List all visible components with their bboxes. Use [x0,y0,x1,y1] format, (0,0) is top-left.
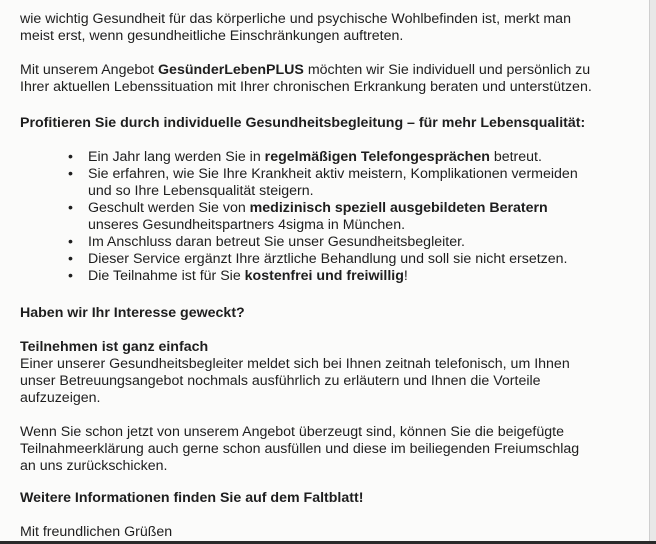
benefit-text: Sie erfahren, wie Sie Ihre Krankheit aktiv meistern, Komplikationen vermeiden und so Ihre Lebensqualität steigern. [88,166,578,199]
benefit-item [20,149,640,166]
benefits-list [20,149,640,285]
benefit-text-after: unseres Gesundheitspartners 4sigma in München. [88,217,406,233]
interest-heading: Haben wir Ihr Interesse geweckt? [20,305,245,321]
more-info-line: Weitere Informationen finden Sie auf dem Faltblatt! [20,490,364,506]
bullet-dot: • [68,268,73,284]
bullet-dot: • [68,166,73,182]
closing-line: Mit freundlichen Grüßen [20,524,173,540]
offer-text-before: Mit unserem Angebot [20,62,159,78]
scan-right-edge [649,0,656,544]
benefit-text: Im Anschluss daran betreut Sie unser Gesundheitsbegleiter. [88,234,465,250]
bullet-dot: • [68,149,73,165]
bullet-dot: • [68,234,73,250]
benefit-text-after: betreut. [489,149,542,165]
benefit-text-before: Geschult werden Sie von [88,200,250,216]
bullet-dot: • [68,251,73,267]
benefit-item [20,200,640,234]
offer-paragraph [20,62,640,96]
participate-paragraph: Einer unserer Gesundheitsbegleiter meldet sich bei Ihnen zeitnah telefonisch, um Ihnen unser Betreuungsangebot nochmals ausführlich zu erläutern und Ihnen die Vorteile aufzuzeigen. [20,356,570,406]
bullet-dot: • [68,200,73,216]
benefit-text-bold: regelmäßigen Telefongesprächen [264,149,490,165]
benefit-item [20,234,640,251]
benefit-text-after: ! [403,268,408,284]
benefit-text-bold: kostenfrei und freiwillig [244,268,404,284]
offer-text-after: möchten wir Sie individuell und persönlich zu Ihrer aktuellen Lebenssituation mit Ihrer chronischen Erkrankung beraten und unterstützen. [20,62,592,95]
benefit-text-before: Die Teilnahme ist für Sie [88,268,245,284]
benefit-text: Dieser Service ergänzt Ihre ärztliche Behandlung und soll sie nicht ersetzen. [88,251,568,267]
convinced-paragraph: Wenn Sie schon jetzt von unserem Angebot überzeugt sind, können Sie die beigefügte Teilnahmeerklärung auch gerne schon ausfüllen und diese im beiliegenden Freiumschlag an uns zurückschicken. [20,424,580,474]
participate-heading: Teilnehmen ist ganz einfach [20,339,209,355]
benefits-heading: Profitieren Sie durch individuelle Gesundheitsbegleitung – für mehr Lebensqualität: [20,115,586,131]
intro-paragraph: wie wichtig Gesundheit für das körperliche und psychische Wohlbefinden ist, merkt man meist erst, wenn gesundheitliche Einschränkungen auftreten. [20,11,571,44]
offer-program-name: GesünderLebenPLUS [158,62,304,78]
benefit-text-bold: medizinisch speziell ausgebildeten Beratern [249,200,548,216]
benefit-item [20,251,640,268]
benefit-item [20,166,640,200]
benefit-item [20,268,640,285]
benefit-text-before: Ein Jahr lang werden Sie in [88,149,265,165]
